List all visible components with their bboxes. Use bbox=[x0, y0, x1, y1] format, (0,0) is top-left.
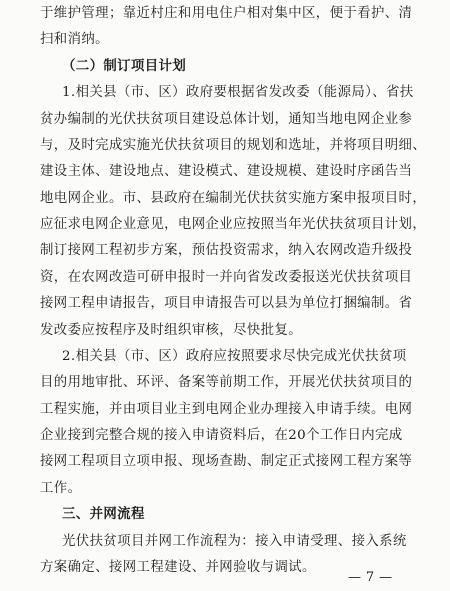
body-text-line: 接网工程项目立项申报、现场查勘、制定正式接网工程方案等 bbox=[40, 454, 413, 470]
body-text-line: 发改委应按程序及时组织审核，尽快批复。 bbox=[40, 322, 303, 338]
body-text-line: 企业接到完整合规的接入申请资料后，在20个工作日内完成 bbox=[40, 428, 403, 444]
body-text-line: 资，在农网改造可研申报时一并向省发改委报送光伏扶贫项目 bbox=[40, 269, 413, 285]
body-text-line: 贫办编制的光伏扶贫项目建设总体计划，通知当地电网企业参 bbox=[40, 111, 413, 127]
body-text-line: 于维护管理；靠近村庄和用电住户相对集中区，便于看护、清 bbox=[40, 6, 413, 21]
body-text-line: 地电网企业。市、县政府在编制光伏扶贫实施方案申报项目时， bbox=[40, 190, 427, 206]
body-text-line: 制订接网工程初步方案，预估投资需求，纳入农网改造升级投 bbox=[40, 243, 413, 259]
section-heading-grid: 三、并网流程 bbox=[62, 507, 145, 523]
body-text-line: 扫和消纳。 bbox=[40, 32, 109, 48]
body-text-line: 应征求电网企业意见，电网企业应按照当年光伏扶贫项目计划， bbox=[40, 217, 427, 233]
body-text-line: 工作。 bbox=[40, 480, 82, 496]
body-text-line: 与，及时完成实施光伏扶贫项目的规划和选址，并将项目明细、 bbox=[40, 137, 427, 153]
body-text-line: 1.相关县（市、区）政府要根据省发改委（能源局）、省扶 bbox=[62, 85, 414, 101]
page-number: — 7 — bbox=[348, 570, 393, 585]
section-heading-plan: （二）制订项目计划 bbox=[62, 58, 187, 74]
body-text-line: 光伏扶贫项目并网工作流程为：接入申请受理、接入系统 bbox=[62, 533, 407, 549]
body-text-line: 2.相关县（市、区）政府应按照要求尽快完成光伏扶贫项 bbox=[62, 348, 407, 364]
body-text-line: 方案确定、接网工程建设、并网验收与调试。 bbox=[40, 560, 316, 575]
body-text-line: 接网工程申请报告，项目申请报告可以县为单位打捆编制。省 bbox=[40, 296, 413, 312]
body-text-line: 建设主体、建设地点、建设模式、建设规模、建设时序函告当 bbox=[40, 164, 413, 180]
body-text-line: 目的用地审批、环评、备案等前期工作，开展光伏扶贫项目的 bbox=[40, 375, 413, 391]
body-text-line: 工程实施，并由项目业主到电网企业办理接入申请手续。电网 bbox=[40, 401, 413, 417]
